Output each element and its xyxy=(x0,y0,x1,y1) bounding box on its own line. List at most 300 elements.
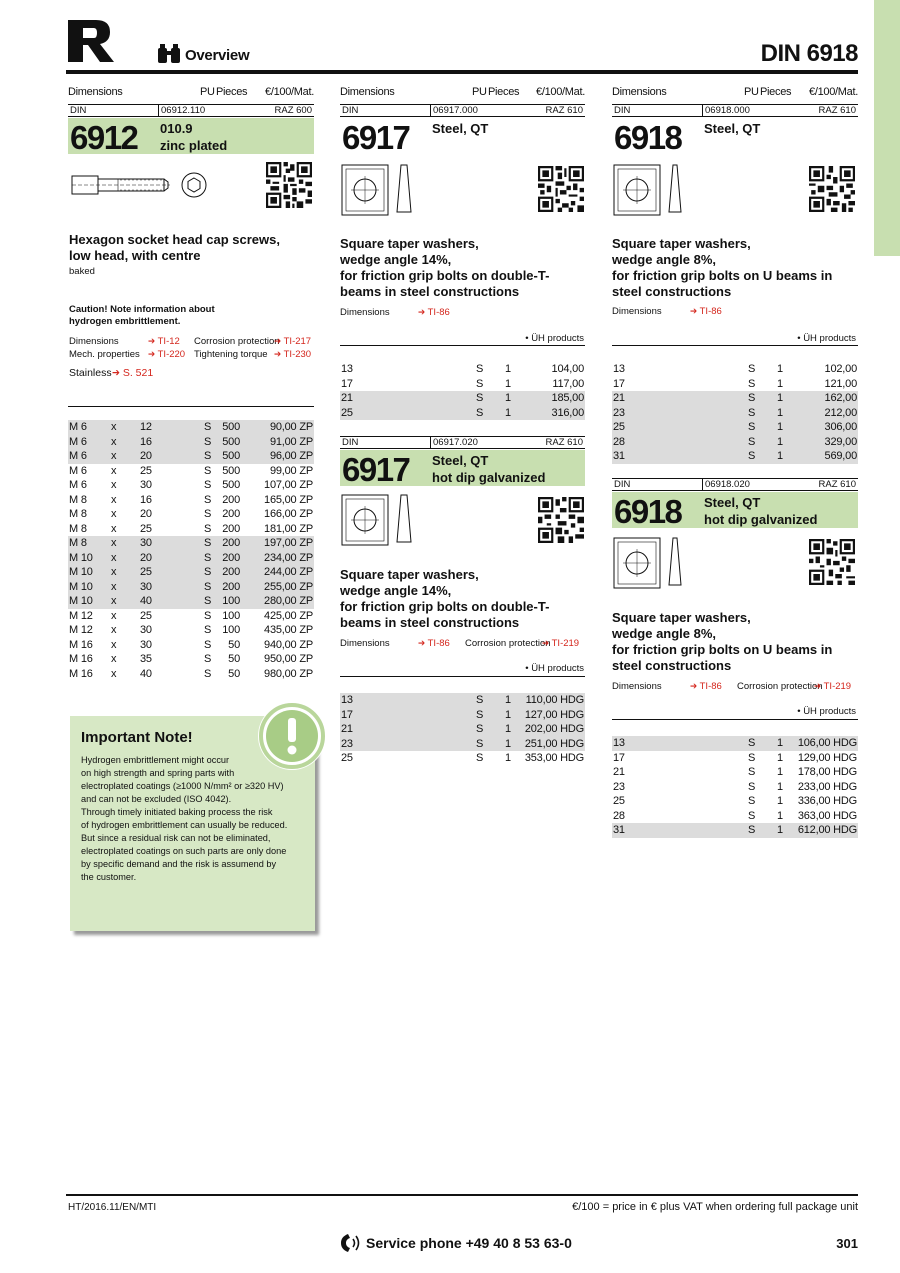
cell-x: x xyxy=(111,435,117,448)
page-number: 301 xyxy=(836,1236,858,1251)
article-desc-1: Steel, QT xyxy=(432,121,489,136)
cell-d: M 6 xyxy=(69,479,87,491)
cell-d: 25 xyxy=(341,752,353,764)
ref-corrosion-label: Corrosion protection xyxy=(737,681,823,692)
article-number: 6917 xyxy=(342,119,410,156)
col-price: €/100/Mat. xyxy=(265,86,314,98)
note-line: electroplated coatings (≥1000 N/mm² or ≥320 HV) xyxy=(81,781,284,791)
cell-pu: S xyxy=(748,737,756,749)
note-line: the customer. xyxy=(81,872,137,882)
raz-code: RAZ 600 xyxy=(274,105,312,116)
cell-pcs: 100 xyxy=(222,609,240,622)
uh-products-label: • ÜH products xyxy=(797,333,856,344)
din-label: DIN xyxy=(342,105,359,116)
washer-drawing xyxy=(341,164,421,216)
cell-price: 127,00 HDG xyxy=(524,708,584,721)
cell-pu: S xyxy=(476,694,484,706)
cell-price: 121,00 xyxy=(824,377,857,390)
cell-price: 197,00 ZP xyxy=(264,537,313,549)
din-label: DIN xyxy=(614,479,631,490)
cell-pu: S xyxy=(748,809,756,822)
cell-pu: S xyxy=(476,708,484,721)
column-header-mid xyxy=(340,86,585,100)
cell-pcs: 50 xyxy=(228,653,240,665)
table-row xyxy=(68,536,314,551)
cell-d: M 16 xyxy=(69,638,93,651)
cell-pcs: 200 xyxy=(222,566,240,578)
table-row xyxy=(68,478,314,493)
cell-pcs: 1 xyxy=(505,363,511,375)
ref-corrosion-link[interactable]: ➔ TI-217 xyxy=(274,336,312,347)
note-line: Through timely initiated baking process the risk xyxy=(81,807,273,817)
cell-d: 17 xyxy=(341,377,353,390)
article-bar-6912 xyxy=(68,104,314,117)
table-row xyxy=(68,522,314,537)
column-header-right xyxy=(612,86,858,100)
cell-l: 20 xyxy=(140,450,152,462)
table-row xyxy=(612,420,858,435)
article-desc-1: Steel, QT xyxy=(704,495,761,510)
col-dimensions: Dimensions xyxy=(612,86,667,98)
cell-price: 329,00 xyxy=(824,435,857,448)
note-line: Hydrogen embrittlement might occur xyxy=(81,755,230,765)
ref-tightening-link[interactable]: ➔ TI-230 xyxy=(274,349,312,360)
table-row xyxy=(612,809,858,824)
headline-line: Square taper washers, xyxy=(612,236,751,251)
cell-pu: S xyxy=(204,566,212,578)
article-desc-2: zinc plated xyxy=(160,138,228,153)
header-rule xyxy=(66,70,858,74)
table-row xyxy=(68,565,314,580)
din-label: DIN xyxy=(342,437,359,448)
ref-dimensions-link[interactable]: ➔ TI-86 xyxy=(690,681,722,692)
article-bar-6917 xyxy=(340,104,585,117)
cell-pcs: 1 xyxy=(777,795,783,807)
cell-price: 425,00 ZP xyxy=(264,609,313,622)
cell-pu: S xyxy=(476,723,484,735)
col-pu: PU xyxy=(744,86,759,98)
ref-dimensions-label: Dimensions xyxy=(612,306,662,317)
cell-l: 20 xyxy=(140,551,152,564)
headline-line: steel constructions xyxy=(612,658,732,673)
table-row xyxy=(68,551,314,566)
table-row xyxy=(612,362,858,377)
cell-price: 104,00 xyxy=(551,363,584,375)
ref-stainless-link[interactable]: ➔ S. 521 xyxy=(112,367,154,379)
cell-pu: S xyxy=(204,435,212,448)
cell-price: 940,00 ZP xyxy=(264,638,313,651)
cell-pu: S xyxy=(204,580,212,593)
cell-pcs: 1 xyxy=(777,363,783,375)
cell-pcs: 50 xyxy=(228,667,240,680)
cell-pcs: 50 xyxy=(228,638,240,651)
cell-price: 202,00 HDG xyxy=(524,723,584,735)
cell-pu: S xyxy=(204,479,212,491)
cell-price: 336,00 HDG xyxy=(797,795,857,807)
cell-price: 353,00 HDG xyxy=(524,752,584,764)
cell-pcs: 1 xyxy=(777,737,783,749)
cell-l: 30 xyxy=(140,537,152,549)
cell-d: 17 xyxy=(613,377,625,390)
cell-pcs: 1 xyxy=(505,708,511,721)
ref-dimensions-label: Dimensions xyxy=(612,681,662,692)
caution-1: Caution! Note information about xyxy=(69,304,215,315)
article-desc-2: hot dip galvanized xyxy=(432,470,546,485)
ref-mech-link[interactable]: ➔ TI-220 xyxy=(148,349,186,360)
cell-l: 16 xyxy=(140,493,152,506)
col-price: €/100/Mat. xyxy=(809,86,858,98)
cell-price: 91,00 ZP xyxy=(269,435,313,448)
cell-pcs: 200 xyxy=(222,522,240,535)
cell-pu: S xyxy=(204,508,212,520)
table-rule xyxy=(612,719,858,720)
cell-pcs: 1 xyxy=(777,766,783,778)
article-bar-6918-hdg xyxy=(612,478,858,491)
cell-price: 106,00 HDG xyxy=(797,737,857,749)
cell-d: 17 xyxy=(341,708,353,721)
headline-line: Square taper washers, xyxy=(612,610,751,625)
note-line: and can not be excluded (ISO 4042). xyxy=(81,794,232,804)
cell-x: x xyxy=(111,580,117,593)
headline-line: wedge angle 14%, xyxy=(340,583,452,598)
cell-pu: S xyxy=(476,737,484,750)
cell-pcs: 1 xyxy=(505,377,511,390)
phone-icon xyxy=(340,1233,362,1253)
cell-pcs: 1 xyxy=(777,780,783,793)
cell-l: 20 xyxy=(140,508,152,520)
headline-line: steel constructions xyxy=(612,284,732,299)
col-dimensions: Dimensions xyxy=(68,86,123,98)
table-row xyxy=(612,736,858,751)
cell-x: x xyxy=(111,566,117,578)
cell-d: 13 xyxy=(613,363,625,375)
table-row xyxy=(340,693,585,708)
table-rule xyxy=(340,676,585,677)
headline-line: Square taper washers, xyxy=(340,567,479,582)
cell-pu: S xyxy=(748,435,756,448)
cell-d: 25 xyxy=(613,795,625,807)
ref-dimensions-link[interactable]: ➔ TI-86 xyxy=(418,638,450,649)
cell-pu: S xyxy=(204,551,212,564)
table-row xyxy=(340,751,585,766)
cell-pcs: 1 xyxy=(777,377,783,390)
overview-heading xyxy=(157,38,249,64)
cell-x: x xyxy=(111,450,117,462)
company-logo xyxy=(66,18,116,64)
column-header-left xyxy=(68,86,314,100)
cell-d: 23 xyxy=(341,737,353,750)
cell-x: x xyxy=(111,537,117,549)
cell-pu: S xyxy=(476,752,484,764)
cell-l: 25 xyxy=(140,522,152,535)
article-code: 06917.000 xyxy=(433,105,478,116)
cell-pcs: 200 xyxy=(222,580,240,593)
ref-dimensions-label: Dimensions xyxy=(340,638,390,649)
table-rule xyxy=(340,345,585,346)
service-phone[interactable] xyxy=(340,1233,572,1253)
cell-price: 234,00 ZP xyxy=(264,551,313,564)
cell-pcs: 1 xyxy=(505,406,511,419)
table-row xyxy=(68,435,314,450)
cell-price: 165,00 ZP xyxy=(264,493,313,506)
cell-pu: S xyxy=(204,624,212,636)
qr-code xyxy=(538,497,584,543)
cell-price: 181,00 ZP xyxy=(264,522,313,535)
cell-price: 99,00 ZP xyxy=(269,464,313,477)
cell-pu: S xyxy=(204,609,212,622)
headline-line: wedge angle 8%, xyxy=(612,626,717,641)
table-row xyxy=(68,493,314,508)
cell-price: 185,00 xyxy=(551,392,584,404)
cell-pcs: 200 xyxy=(222,493,240,506)
uh-products-label: • ÜH products xyxy=(525,663,584,674)
table-row xyxy=(612,823,858,838)
cell-pcs: 500 xyxy=(222,464,240,477)
table-row xyxy=(340,377,585,392)
note-title: Important Note! xyxy=(81,729,193,746)
cell-d: M 10 xyxy=(69,580,93,593)
screw-drawing xyxy=(70,170,220,200)
article-desc-1: 010.9 xyxy=(160,121,193,136)
footer-code: HT/2016.11/EN/MTI xyxy=(68,1202,157,1213)
cell-pu: S xyxy=(204,464,212,477)
ref-stainless-label: Stainless xyxy=(69,367,112,379)
cell-d: M 6 xyxy=(69,450,87,462)
cell-price: 612,00 HDG xyxy=(797,824,857,836)
uh-products-label: • ÜH products xyxy=(797,706,856,717)
din-label: DIN xyxy=(614,105,631,116)
cell-price: 129,00 HDG xyxy=(797,751,857,764)
cell-d: M 16 xyxy=(69,667,93,680)
washer-drawing xyxy=(613,164,693,216)
cell-pcs: 1 xyxy=(505,723,511,735)
cell-pu: S xyxy=(748,766,756,778)
cell-l: 25 xyxy=(140,464,152,477)
ref-corrosion-link[interactable]: ➔ TI-219 xyxy=(814,681,852,692)
cell-price: 233,00 HDG xyxy=(797,780,857,793)
cell-pu: S xyxy=(748,377,756,390)
cell-l: 30 xyxy=(140,479,152,491)
ref-dimensions-link[interactable]: ➔ TI-86 xyxy=(418,307,450,318)
note-line: on high strength and spring parts with xyxy=(81,768,235,778)
note-text xyxy=(81,754,309,884)
article-number: 6912 xyxy=(70,119,138,156)
cell-l: 40 xyxy=(140,667,152,680)
cell-pcs: 1 xyxy=(777,450,783,462)
cell-x: x xyxy=(111,551,117,564)
cell-pu: S xyxy=(748,780,756,793)
cell-l: 30 xyxy=(140,580,152,593)
ref-dimensions-link[interactable]: ➔ TI-86 xyxy=(690,306,722,317)
raz-code: RAZ 610 xyxy=(818,105,856,116)
cell-price: 244,00 ZP xyxy=(264,566,313,578)
ref-corrosion-link[interactable]: ➔ TI-219 xyxy=(542,638,580,649)
headline-line: for friction grip bolts on double-T- xyxy=(340,599,550,614)
cell-pu: S xyxy=(748,450,756,462)
cell-x: x xyxy=(111,493,117,506)
ref-tightening-label: Tightening torque xyxy=(194,349,268,360)
cell-d: M 8 xyxy=(69,522,87,535)
headline-line: beams in steel constructions xyxy=(340,284,520,299)
col-price: €/100/Mat. xyxy=(536,86,585,98)
cell-pu: S xyxy=(204,653,212,665)
cell-x: x xyxy=(111,464,117,477)
uh-products-label: • ÜH products xyxy=(525,333,584,344)
cell-pcs: 1 xyxy=(777,751,783,764)
cell-d: M 10 xyxy=(69,595,93,607)
ref-mech-label: Mech. properties xyxy=(69,349,140,360)
col-pieces: Pieces xyxy=(488,86,520,98)
cell-pu: S xyxy=(204,595,212,607)
qr-code xyxy=(809,539,855,585)
cell-x: x xyxy=(111,609,117,622)
table-row xyxy=(340,391,585,406)
cell-l: 30 xyxy=(140,624,152,636)
col-dimensions: Dimensions xyxy=(340,86,395,98)
cell-price: 280,00 ZP xyxy=(264,595,313,607)
headline-line: Square taper washers, xyxy=(340,236,479,251)
cell-d: M 10 xyxy=(69,566,93,578)
exclamation-icon xyxy=(256,700,328,772)
cell-d: M 8 xyxy=(69,537,87,549)
table-row xyxy=(340,708,585,723)
raz-code: RAZ 610 xyxy=(545,105,583,116)
cell-price: 117,00 xyxy=(552,377,584,390)
ref-dimensions-label: Dimensions xyxy=(69,336,119,347)
table-row xyxy=(340,722,585,737)
cell-d: 28 xyxy=(613,809,625,822)
article-code: 06918.000 xyxy=(705,105,750,116)
col-pu: PU xyxy=(472,86,487,98)
cell-price: 251,00 HDG xyxy=(524,737,584,750)
cell-d: 25 xyxy=(613,421,625,433)
cell-d: M 8 xyxy=(69,493,87,506)
cell-pcs: 100 xyxy=(222,595,240,607)
cell-pcs: 500 xyxy=(222,479,240,491)
table-row xyxy=(340,362,585,377)
washer-drawing xyxy=(613,537,693,589)
table-row xyxy=(612,765,858,780)
cell-x: x xyxy=(111,653,117,665)
table-rule xyxy=(68,406,314,407)
cell-l: 35 xyxy=(140,653,152,665)
table-row xyxy=(68,652,314,667)
note-line: by specific demand and the risk is assumend by xyxy=(81,859,277,869)
table-row xyxy=(68,667,314,682)
cell-x: x xyxy=(111,595,117,607)
cell-d: 17 xyxy=(613,751,625,764)
cell-price: 102,00 xyxy=(824,363,857,375)
article-bar-6917-hdg xyxy=(340,436,585,449)
cell-pcs: 1 xyxy=(777,406,783,419)
table-row xyxy=(68,609,314,624)
cell-pu: S xyxy=(748,392,756,404)
cell-price: 306,00 xyxy=(824,421,857,433)
cell-d: M 12 xyxy=(69,624,93,636)
cell-l: 12 xyxy=(140,421,152,433)
cell-pu: S xyxy=(476,377,484,390)
headline-line: for friction grip bolts on double-T- xyxy=(340,268,550,283)
cell-d: M 16 xyxy=(69,653,93,665)
headline-line: for friction grip bolts on U beams in xyxy=(612,642,833,657)
cell-price: 212,00 xyxy=(824,406,857,419)
cell-pu: S xyxy=(476,363,484,375)
product-sub: baked xyxy=(69,266,95,277)
cell-d: M 12 xyxy=(69,609,93,622)
cell-d: 31 xyxy=(613,824,625,836)
cell-pu: S xyxy=(476,406,484,419)
cell-x: x xyxy=(111,479,117,491)
cell-price: 110,00 HDG xyxy=(525,694,584,706)
cell-pu: S xyxy=(748,363,756,375)
article-code: 06917.020 xyxy=(433,437,478,448)
table-row xyxy=(612,377,858,392)
table-row xyxy=(612,435,858,450)
cell-pcs: 100 xyxy=(222,624,240,636)
article-bar-6918 xyxy=(612,104,858,117)
col-pu: PU xyxy=(200,86,215,98)
article-code: 06918.020 xyxy=(705,479,750,490)
caution-2: hydrogen embrittlement. xyxy=(69,316,181,327)
cell-x: x xyxy=(111,522,117,535)
article-desc-2: hot dip galvanized xyxy=(704,512,818,527)
note-line: electroplated coatings on such parts are only done xyxy=(81,846,287,856)
cell-pcs: 500 xyxy=(222,450,240,462)
cell-pcs: 500 xyxy=(222,435,240,448)
cell-price: 90,00 ZP xyxy=(269,421,313,433)
product-headline-2: low head, with centre xyxy=(69,248,201,263)
cell-l: 25 xyxy=(140,609,152,622)
article-number: 6918 xyxy=(614,493,682,530)
ref-corrosion-label: Corrosion protection xyxy=(465,638,551,649)
qr-code xyxy=(809,166,855,212)
cell-price: 435,00 ZP xyxy=(264,624,313,636)
article-desc-1: Steel, QT xyxy=(704,121,761,136)
cell-x: x xyxy=(111,667,117,680)
cell-price: 316,00 xyxy=(551,406,584,419)
cell-price: 96,00 ZP xyxy=(269,450,313,462)
cell-pcs: 200 xyxy=(222,508,240,520)
cell-x: x xyxy=(111,624,117,636)
table-row xyxy=(340,406,585,421)
cell-pu: S xyxy=(204,537,212,549)
raz-code: RAZ 610 xyxy=(545,437,583,448)
cell-pu: S xyxy=(204,638,212,651)
cell-pcs: 1 xyxy=(777,435,783,448)
cell-pcs: 200 xyxy=(222,551,240,564)
headline-line: wedge angle 14%, xyxy=(340,252,452,267)
note-line: But since a residual risk can not be eliminated, xyxy=(81,833,271,843)
washer-drawing xyxy=(341,494,421,546)
page-title: DIN 6918 xyxy=(760,40,858,67)
cell-d: 13 xyxy=(613,737,625,749)
cell-price: 950,00 ZP xyxy=(264,653,313,665)
cell-d: 21 xyxy=(613,392,625,404)
cell-l: 40 xyxy=(140,595,152,607)
cell-d: M 6 xyxy=(69,421,87,433)
cell-pu: S xyxy=(476,392,484,404)
binoculars-icon xyxy=(157,44,181,64)
cell-price: 107,00 ZP xyxy=(264,479,313,491)
cell-pcs: 1 xyxy=(777,392,783,404)
ref-dimensions-link[interactable]: ➔ TI-12 xyxy=(148,336,180,347)
cell-pcs: 1 xyxy=(505,752,511,764)
product-headline-1: Hexagon socket head cap screws, xyxy=(69,232,280,247)
article-number: 6918 xyxy=(614,119,682,156)
cell-d: M 6 xyxy=(69,464,87,477)
cell-pu: S xyxy=(204,667,212,680)
cell-pcs: 1 xyxy=(777,421,783,433)
